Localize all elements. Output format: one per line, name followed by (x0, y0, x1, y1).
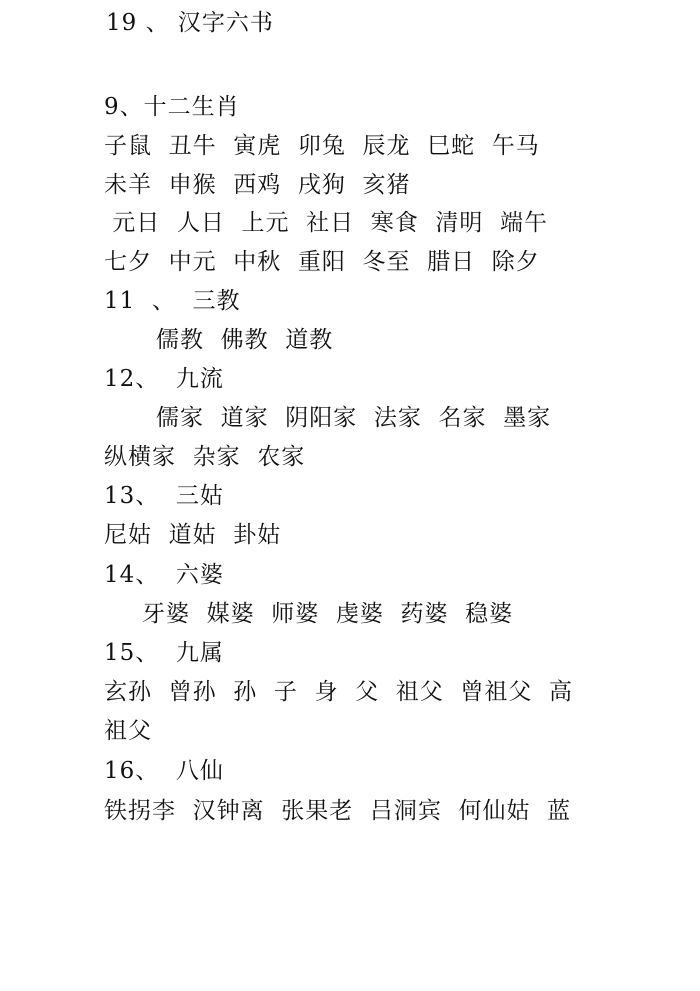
section-11-heading: 11 、 三教 (104, 288, 241, 314)
nine-schools-line-2: 纵横家 杂家 农家 (104, 444, 306, 470)
six-women-line: 牙婆 媒婆 师婆 虔婆 药婆 稳婆 (142, 601, 514, 627)
nine-schools-line-1: 儒家 道家 阴阳家 法家 名家 墨家 (156, 405, 552, 431)
festival-line-2: 七夕 中元 中秋 重阳 冬至 腊日 除夕 (104, 249, 540, 275)
section-16-heading: 16、 八仙 (104, 758, 224, 784)
zodiac-line-1: 子鼠 丑牛 寅虎 卯兔 辰龙 巳蛇 午马 (104, 133, 540, 159)
section-19-heading: 19 、 汉字六书 (106, 10, 274, 36)
nine-relatives-line-2: 祖父 (104, 718, 152, 744)
three-aunts-line: 尼姑 道姑 卦姑 (104, 522, 282, 548)
nine-relatives-line-1: 玄孙 曾孙 孙 子 身 父 祖父 曾祖父 高 (104, 679, 573, 705)
section-15-heading: 15、 九属 (104, 640, 224, 666)
section-14-heading: 14、 六婆 (104, 562, 224, 588)
section-12-heading: 12、 九流 (104, 366, 224, 392)
three-teachings-line: 儒教 佛教 道教 (156, 327, 334, 353)
zodiac-line-2: 未羊 申猴 西鸡 戌狗 亥猪 (104, 172, 411, 198)
section-13-heading: 13、 三姑 (104, 483, 224, 509)
festival-line-1: 元日 人日 上元 社日 寒食 清明 端午 (104, 210, 549, 236)
section-9-heading: 9、十二生肖 (104, 94, 240, 120)
eight-immortals-line: 铁拐李 汉钟离 张果老 吕洞宾 何仙姑 蓝 (104, 798, 572, 824)
